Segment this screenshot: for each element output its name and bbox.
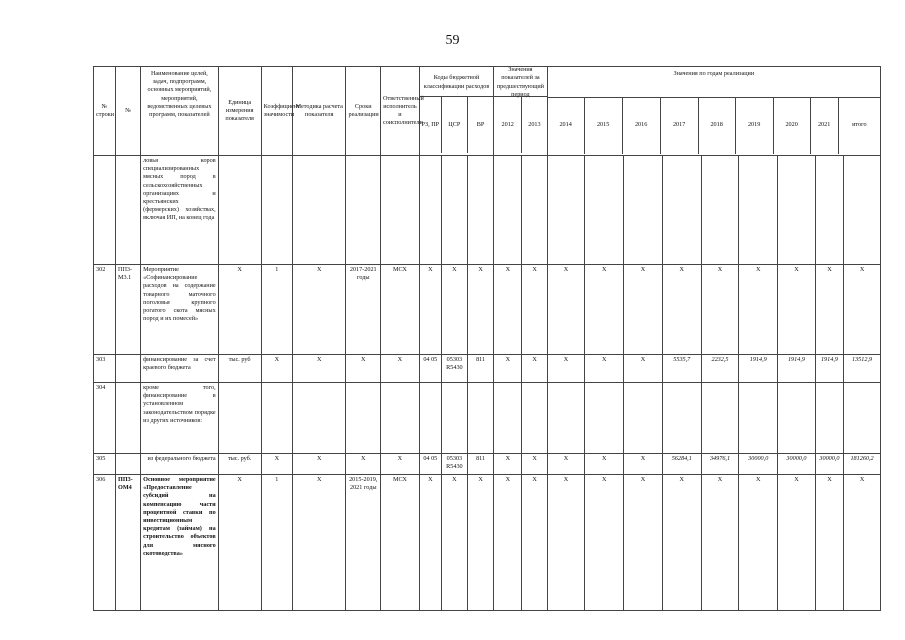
table-row-302 (94, 265, 881, 355)
row-y2014: Х (547, 454, 585, 475)
row-y2019: 1914,9 (739, 355, 778, 383)
row-period: Х (346, 454, 381, 475)
row-unit: Х (218, 265, 261, 355)
row-method: Х (293, 454, 346, 475)
header-row (94, 67, 881, 156)
table-row-305 (94, 454, 881, 475)
row-vr: 811 (467, 355, 493, 383)
row-unit: тыс. руб. (218, 454, 261, 475)
row-total: 181260,2 (844, 454, 881, 475)
row-y2019: Х (739, 475, 778, 611)
row-name: Основное мероприятие «Предоставление субсидий на компенсацию части процентной ставки по инвестиционным кредитам (займам) на строительство объектов для мясного скотоводства» (141, 475, 219, 611)
row-period: Х (346, 355, 381, 383)
row-y2021: Х (815, 265, 843, 355)
row-y2019: 30000,0 (739, 454, 778, 475)
header-coef: Коэффициент значимости (261, 67, 292, 156)
row-number: 305 (94, 454, 116, 475)
row-number: 302 (94, 265, 116, 355)
header-method: Методика расчета показателя (293, 67, 346, 156)
row-period: 2015-2019, 2021 годы (346, 475, 381, 611)
row-responsible: Х (381, 454, 420, 475)
row-unit: тыс. руб (218, 355, 261, 383)
row-y2021: 1914,9 (815, 355, 843, 383)
row-code (116, 454, 141, 475)
row-y2015: Х (585, 265, 624, 355)
header-codes (419, 67, 493, 156)
row-coef: 1 (261, 265, 292, 355)
row-y2020: Х (778, 265, 816, 355)
row-responsible: МСХ (381, 265, 420, 355)
row-coef: 1 (261, 475, 292, 611)
row-y2018: 34976,1 (701, 454, 739, 475)
header-prev-group: Значения показателей за предшествующий период (494, 69, 546, 97)
row-y2021: Х (815, 475, 843, 611)
row-y2016: Х (624, 454, 663, 475)
row-name: финансирование за счет краевого бюджета (141, 355, 219, 383)
row-rz: Х (419, 475, 441, 611)
header-codes-group: Коды бюджетной классификации расходов (420, 69, 493, 97)
row-vr: Х (467, 265, 493, 355)
row-y2016: Х (624, 265, 663, 355)
page-number: 59 (445, 33, 460, 48)
row-method: Х (293, 265, 346, 355)
row-y2019: Х (739, 265, 778, 355)
row-period: 2017-2021 годы (346, 265, 381, 355)
header-y2014: 2014 (548, 98, 585, 154)
header-prev (494, 67, 547, 156)
row-code: ПП3-М3.1 (116, 265, 141, 355)
row-number: 303 (94, 355, 116, 383)
row-total: Х (844, 265, 881, 355)
header-y2012: 2012 (494, 97, 522, 153)
row-csr: Х (441, 265, 467, 355)
header-csr: ЦСР (442, 97, 468, 153)
row-total: 13512,9 (844, 355, 881, 383)
row-y2015: Х (585, 355, 624, 383)
row-y2016: Х (624, 355, 663, 383)
header-years-group: Значения по годам реализации (548, 69, 880, 98)
row-y2015: Х (585, 475, 624, 611)
header-y2020: 2020 (774, 98, 811, 154)
row-y2013: Х (522, 265, 547, 355)
header-years (547, 67, 880, 156)
row-number: 304 (94, 383, 116, 454)
header-y2017: 2017 (661, 98, 699, 154)
header-vr: ВР (476, 120, 485, 128)
header-y2018: 2018 (699, 98, 736, 154)
header-rz: РЗ, ПР (420, 97, 442, 153)
row-y2015: Х (585, 454, 624, 475)
row-total: Х (844, 475, 881, 611)
header-no: № (116, 67, 141, 156)
row-y2020: 30000,0 (778, 454, 816, 475)
row-y2013: Х (522, 355, 547, 383)
row-responsible: Х (381, 355, 420, 383)
row-number: 306 (94, 475, 116, 611)
row-rz: 04 05 (419, 355, 441, 383)
row-vr: Х (467, 475, 493, 611)
row-y2014: Х (547, 355, 585, 383)
row-y2020: 1914,9 (778, 355, 816, 383)
row-code: ПП3-ОМ4 (116, 475, 141, 611)
header-y2019: 2019 (736, 98, 774, 154)
header-unit: Единица измерения показателя (218, 67, 261, 156)
row-y2017: 56284,1 (662, 454, 701, 475)
row-name: Мероприятие «Софинансирование расходов на содержание товарного маточного поголовья крупного рогатого скота мясных пород и их помесей» (141, 265, 219, 355)
row-y2021: 30000,0 (815, 454, 843, 475)
row-y2017: Х (662, 475, 701, 611)
program-indicators-table (93, 66, 881, 611)
row-csr: 05303 R5430 (441, 355, 467, 383)
row-y2012: Х (494, 454, 522, 475)
row-coef: Х (261, 355, 292, 383)
row-code (116, 355, 141, 383)
row-responsible: МСХ (381, 475, 420, 611)
row-y2012: Х (494, 265, 522, 355)
row-code (116, 383, 141, 454)
header-total: итого (852, 121, 867, 129)
row-y2018: Х (701, 475, 739, 611)
row-csr: 05303 R5430 (441, 454, 467, 475)
row-name: кроме того, финансирование в установленном законодательством порядке из других источников: (141, 383, 219, 454)
row-coef: Х (261, 454, 292, 475)
header-responsible: Ответственный исполнитель и соисполнители (381, 67, 420, 156)
row-rz: 04 05 (419, 454, 441, 475)
header-y2015: 2015 (585, 98, 623, 154)
row-y2012: Х (494, 355, 522, 383)
header-period: Сроки реализации (346, 67, 381, 156)
row-y2017: Х (662, 265, 701, 355)
row-csr: Х (441, 475, 467, 611)
row-unit: Х (218, 475, 261, 611)
header-y2016: 2016 (623, 98, 661, 154)
row-method: Х (293, 355, 346, 383)
header-y2013: 2013 (528, 120, 541, 128)
row-y2020: Х (778, 475, 816, 611)
header-row-no: № строки (94, 67, 116, 156)
row-y2013: Х (522, 475, 547, 611)
row-y2017: 5535,7 (662, 355, 701, 383)
row-y2018: Х (701, 265, 739, 355)
table-row-304 (94, 383, 881, 454)
row-name: из федерального бюджета (141, 454, 219, 475)
row-y2016: Х (624, 475, 663, 611)
row-rz: Х (419, 265, 441, 355)
row-y2013: Х (522, 454, 547, 475)
table-row-continuation (94, 156, 881, 265)
table-row-306 (94, 475, 881, 611)
row-name: ловья коров специализированных мясных пород в сельскохозяйственных организациях и крестьянских (фермерских) хозяйствах, включая ИП, на конец года (141, 156, 219, 265)
header-y2021: 2021 (811, 98, 839, 154)
row-y2018: 2232,5 (701, 355, 739, 383)
row-method: Х (293, 475, 346, 611)
row-y2014: Х (547, 475, 585, 611)
table-row-303 (94, 355, 881, 383)
row-vr: 811 (467, 454, 493, 475)
row-y2014: Х (547, 265, 585, 355)
row-y2012: Х (494, 475, 522, 611)
header-name: Наименование целей, задач, подпрограмм, основных мероприятий, мероприятий, ведомственных целевых программ, показателей (141, 67, 219, 156)
